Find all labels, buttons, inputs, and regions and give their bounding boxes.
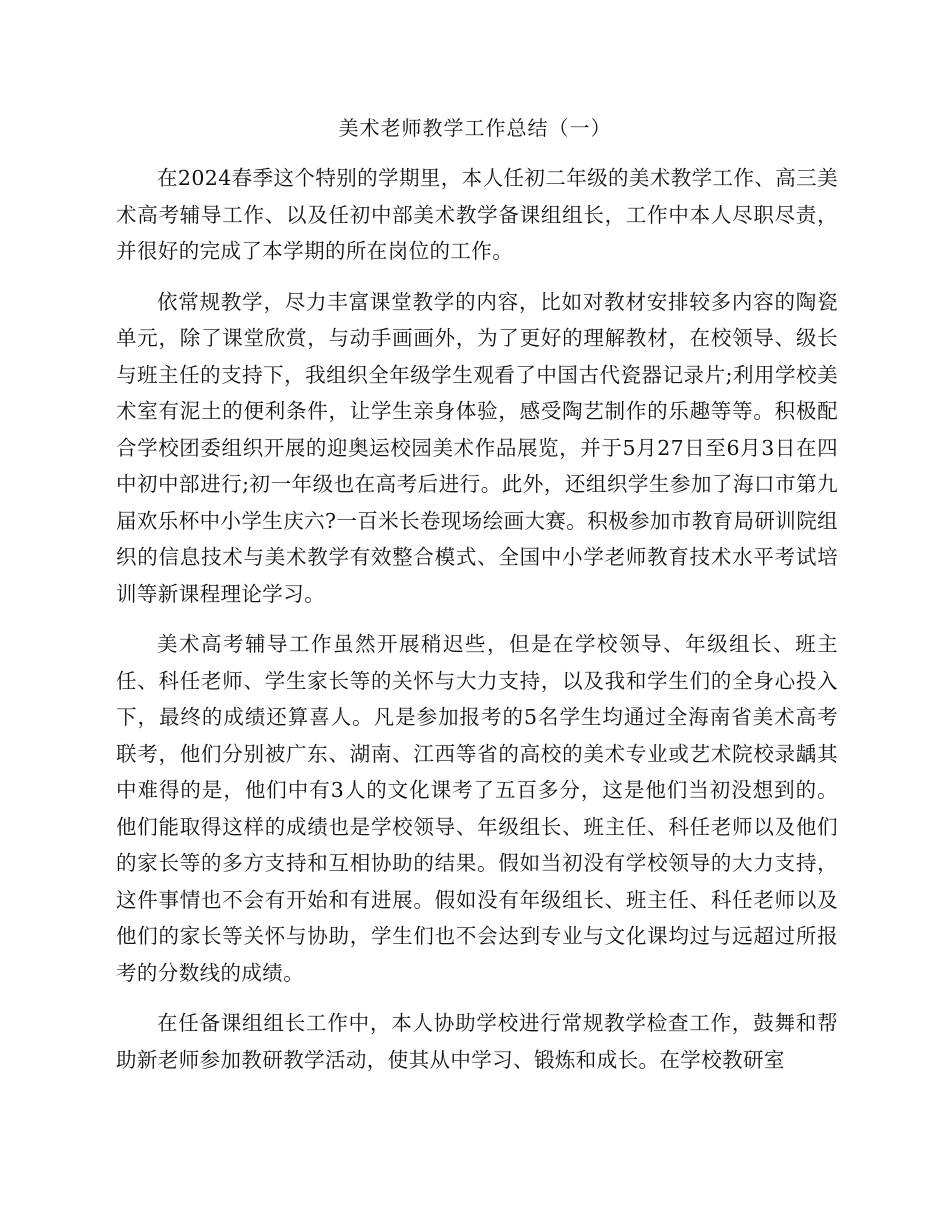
document-title: 美术老师教学工作总结（一） <box>338 116 612 140</box>
paragraph-3: 美术高考辅导工作虽然开展稍迟些，但是在学校领导、年级组长、班主任、科任老师、学生家长等的关怀与大力支持，以及我和学生们的全身心投入下，最终的成绩还算喜人。凡是参加报考的5名学生均通过全海南省美术高考联考，他们分别被广东、湖南、江西等省的高校的美术专业或艺术院校录龋其中难得的是，他们中有3人的文化课考了五百多分，这是他们当初没想到的。他们能取得这样的成绩也是学校领导、年级组长、班主任、科任老师以及他们的家长等的多方支持和互相协助的结果。假如当初没有学校领导的大力支持，这件事情也不会有开始和有进展。假如没有年级组长、班主任、科任老师以及他们的家长等关怀与协助，学生们也不会达到专业与文化课均过与远超过所报考的分数线的成绩。 <box>116 632 838 985</box>
paragraph-1: 在2024春季这个特别的学期里，本人任初二年级的美术教学工作、高三美术高考辅导工作、以及任初中部美术教学备课组组长，工作中本人尽职尽责，并很好的完成了本学期的所在岗位的工作。 <box>116 166 838 263</box>
paragraph-2: 依常规教学，尽力丰富课堂教学的内容，比如对教材安排较多内容的陶瓷单元，除了课堂欣赏，与动手画画外，为了更好的理解教材，在校领导、级长与班主任的支持下，我组织全年级学生观看了中国古代瓷器记录片;利用学校美术室有泥土的便利条件，让学生亲身体验，感受陶艺制作的乐趣等等。积极配合学校团委组织开展的迎奥运校园美术作品展览，并于5月27日至6月3日在四中初中部进行;初一年级也在高考后进行。此外，还组织学生参加了海口市第九届欢乐杯中小学生庆六?一百米长卷现场绘画大赛。积极参加市教育局研训院组织的信息技术与美术教学有效整合模式、全国中小学老师教育技术水平考试培训等新课程理论学习。 <box>116 289 838 606</box>
document-body <box>116 160 838 1092</box>
paragraph-4: 在任备课组组长工作中，本人协助学校进行常规教学检查工作，鼓舞和帮助新老师参加教研教学活动，使其从中学习、锻炼和成长。在学校教研室 <box>116 1011 838 1072</box>
